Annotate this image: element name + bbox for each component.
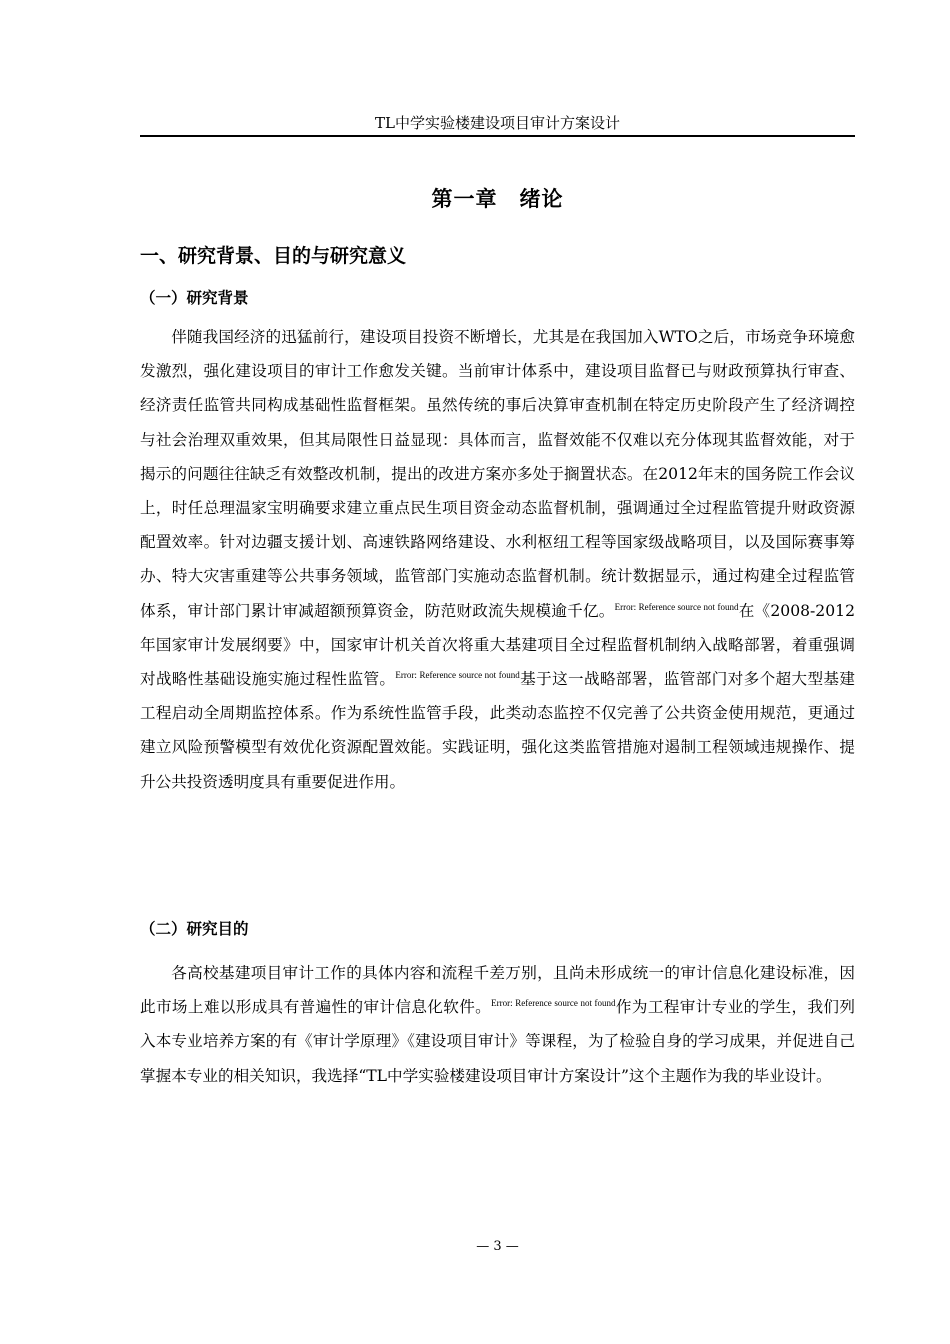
reference-error-marker: Error: Reference source not found bbox=[395, 669, 520, 680]
subsection-title-purpose: （二）研究目的 bbox=[140, 920, 249, 938]
page-number: — 3 — bbox=[476, 1239, 519, 1254]
paragraph-text: 伴随我国经济的迅猛前行，建设项目投资不断增长，尤其是在我国加入WTO之后，市场竞争环境愈发激烈，强化建设项目的审计工作愈发关键。当前审计体系中，建设项目监督已与财政预算执行审查、经济责任监管共同构成基础性监督框架。虽然传统的事后决算审查机制在特定历史阶段产生了经济调控与社会治理双重效果，但其局限性日益显现：具体而言，监督效能不仅难以充分体现其监督效能，对于揭示的问题往往缺乏有效整改机制，提出的改进方案亦多处于搁置状态。在2012年末的国务院工作会议上，时任总理温家宝明确要求建立重点民生项目资金动态监督机制，强调通过全过程监管提升财政资源配置效率。针对边疆支援计划、高速铁路网络建设、水利枢纽工程等国家级战略项目，以及国际赛事筹办、特大灾害重建等公共事务领域，监管部门实施动态监督机制。统计数据显示，通过构建全过程监管体系，审计部门累计审减超额预算资金，防范财政流失规模逾千亿。 bbox=[140, 328, 855, 620]
reference-error-marker: Error: Reference source not found bbox=[491, 998, 616, 1009]
paragraph-text: 各高校基建项目审计工作的具体内容和流程千差万别，且尚未形成统一的审计信息化建设标准，因此市场上难以形成具有普遍性的审计信息化软件。 bbox=[140, 964, 855, 1017]
reference-error-marker: Error: Reference source not found bbox=[614, 601, 739, 612]
section-title: 一、研究背景、目的与研究意义 bbox=[140, 245, 407, 267]
running-header: TL中学实验楼建设项目审计方案设计 bbox=[140, 113, 855, 137]
paragraph-text: 基于这一战略部署，监管部门对多个超大型基建工程启动全周期监控体系。作为系统性监管手段，此类动态监控不仅完善了公共资金使用规范，更通过建立风险预警模型有效优化资源配置效能。实践证明，强化这类监管措施对遏制工程领域违规操作、提升公共投资透明度具有重要促进作用。 bbox=[140, 670, 855, 791]
paragraph-text: 作为工程审计专业的学生，我们列入本专业培养方案的有《审计学原理》《建设项目审计》等课程，为了检验自身的学习成果，并促进自己掌握本专业的相关知识，我选择“TL中学实验楼建设项目审计方案设计”这个主题作为我的毕业设计。 bbox=[140, 998, 855, 1085]
subsection-title-background: （一）研究背景 bbox=[140, 289, 249, 307]
chapter-title: 第一章 绪论 bbox=[431, 187, 564, 211]
paragraph-purpose bbox=[140, 956, 855, 1093]
paragraph-background bbox=[140, 320, 855, 799]
paragraph-text: 在《2008-2012年国家审计发展纲要》中，国家审计机关首次将重大基建项目全过程监督机制纳入战略部署，着重强调对战略性基础设施实施过程性监管。 bbox=[140, 601, 855, 689]
